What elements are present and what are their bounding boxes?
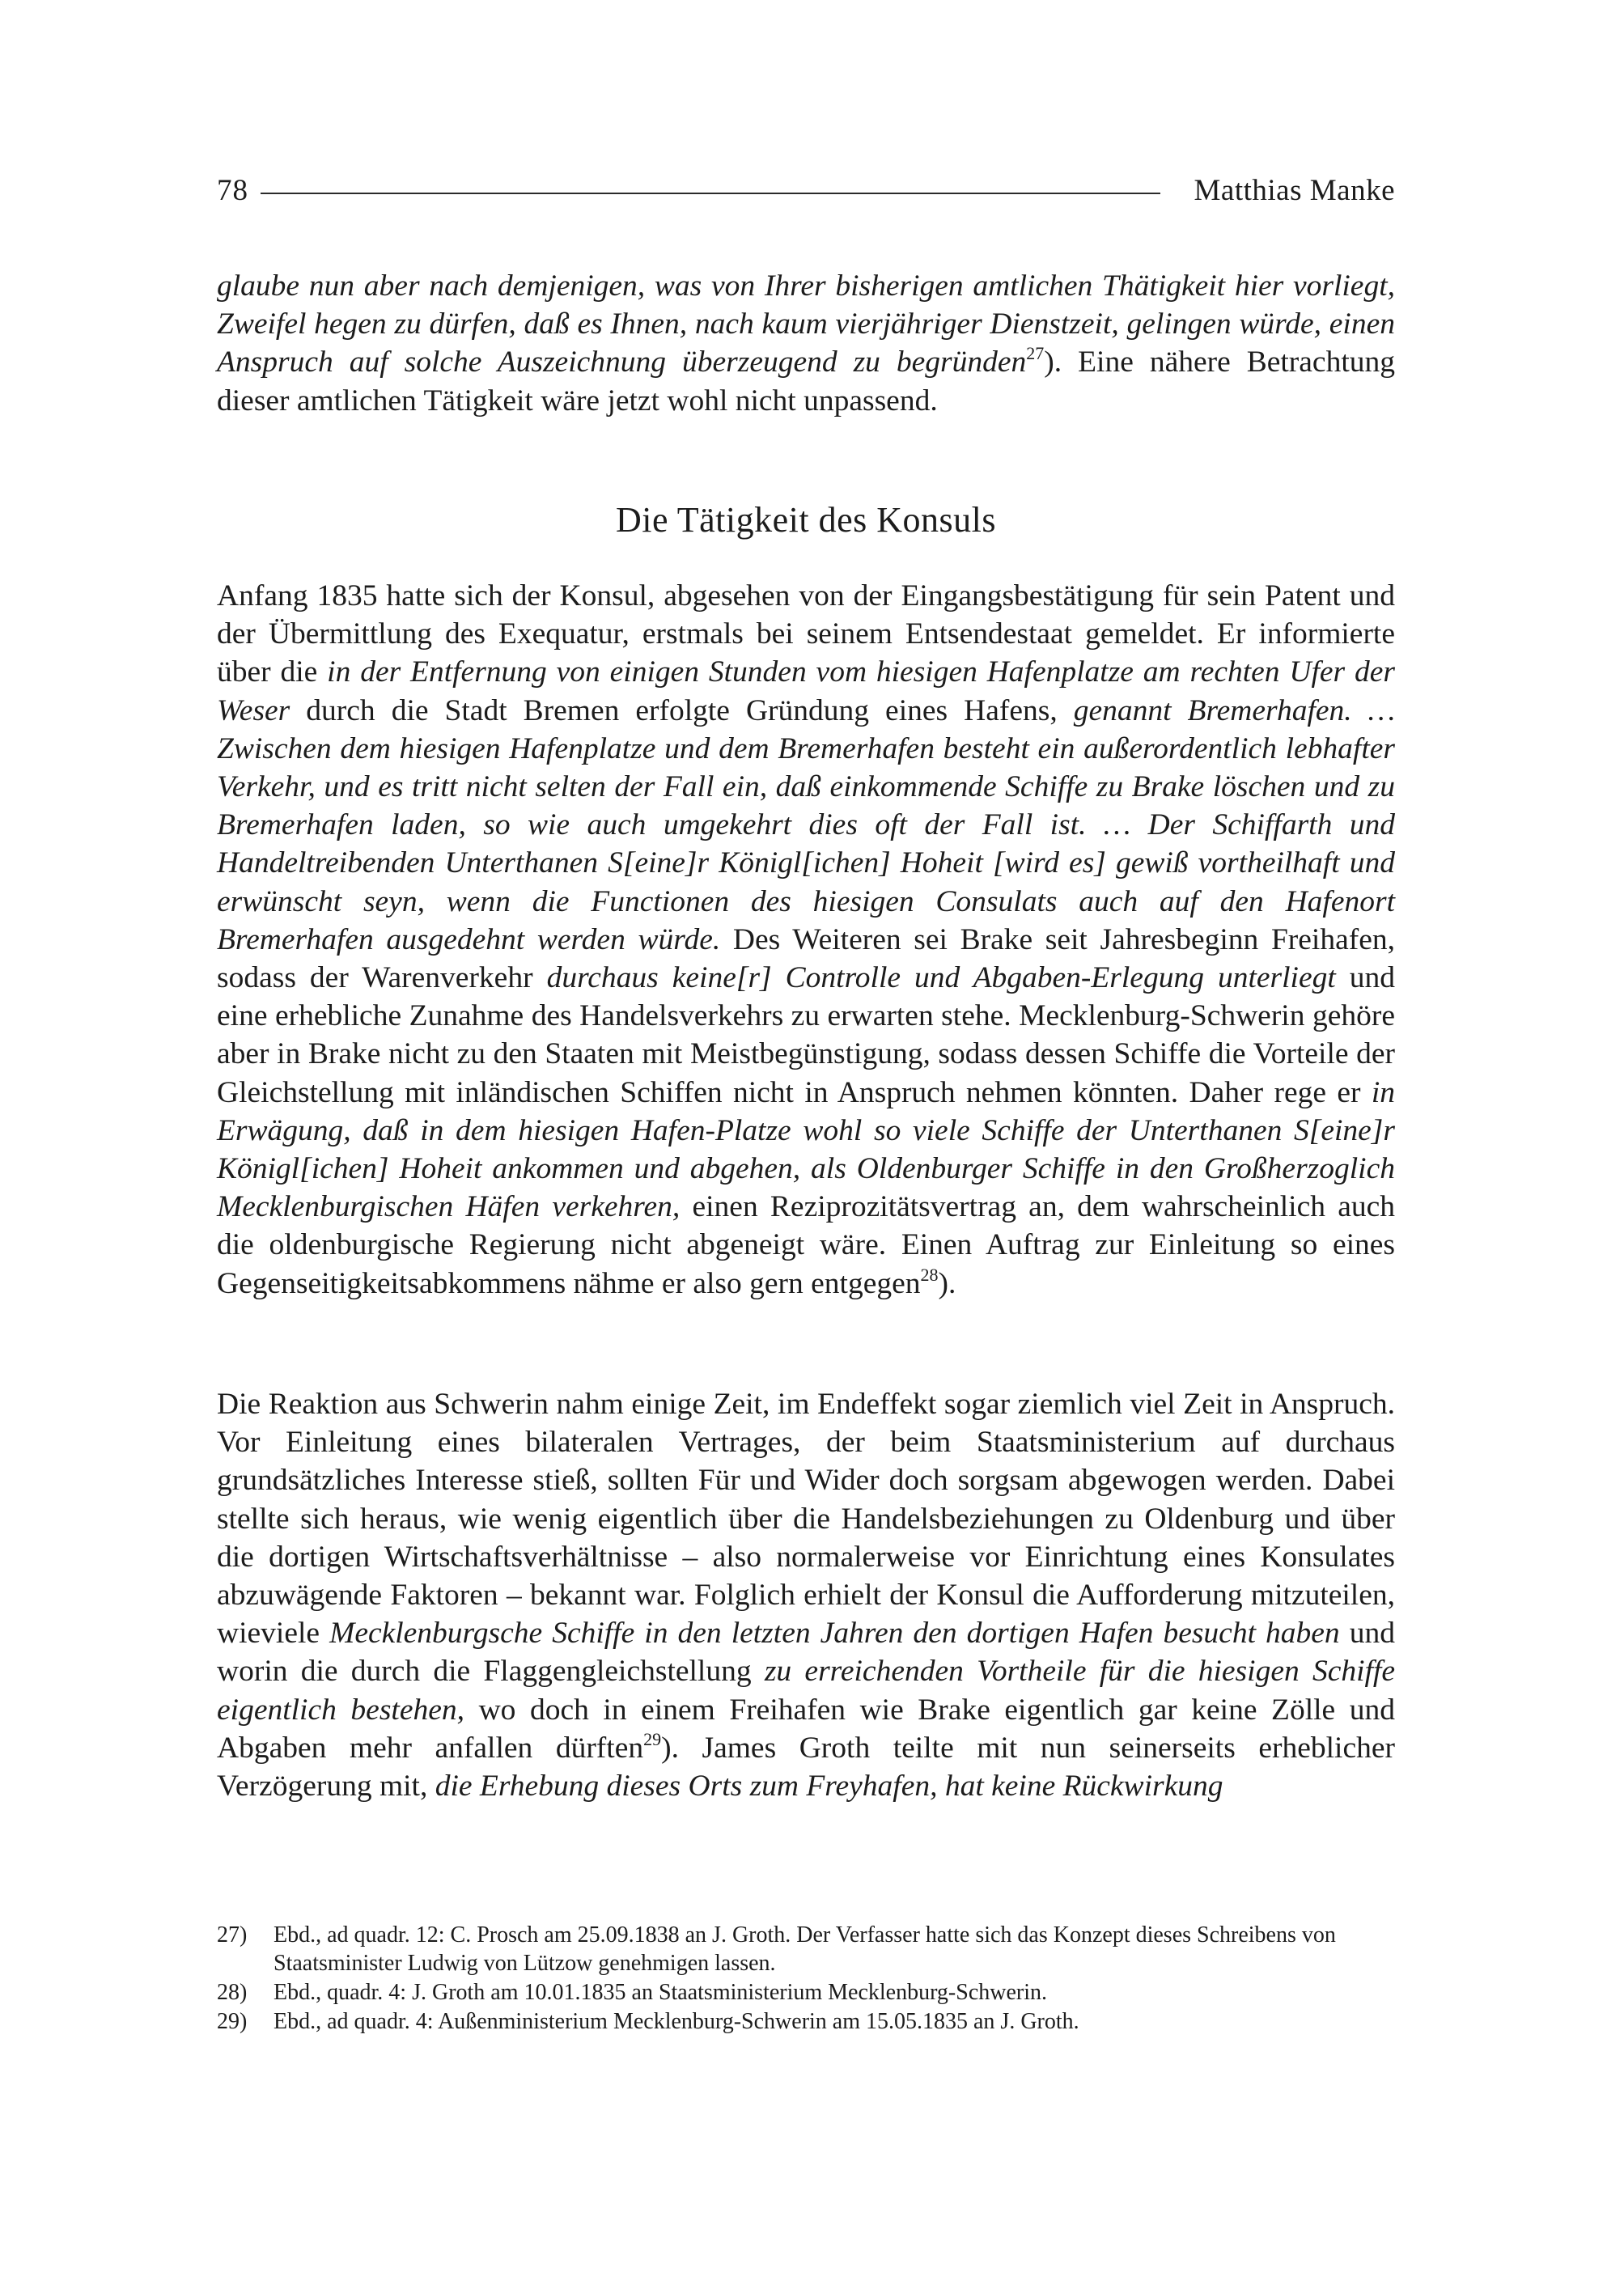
page-header [217,168,1395,214]
quotation: zu erreichenden Vortheile für die hiesigen Schiffe eigentlich bestehen, [217,1655,1395,1727]
footnote-text: Ebd., ad quadr. 4: Außenministerium Mecklenburg-Schwerin am 15.05.1835 an J. Groth. [273,2009,1079,2034]
text-run: wo doch in einem Freihafen wie Brake eigentlich gar keine Zölle und Abgaben mehr anfallen dürften [217,1693,1395,1765]
footnote-ref-29: 29 [643,1728,662,1749]
paragraph-intro [217,267,1395,420]
footnote-27 [217,1921,1395,1977]
footnote-28 [217,1978,1395,2007]
running-head-author: Matthias Manke [1194,174,1395,207]
section-heading: Die Tätigkeit des Konsuls [616,500,996,540]
text-run: ). [938,1266,956,1300]
text-run: durch die Stadt Bremen erfolgte Gründung eines Hafens, [290,693,1074,727]
footnote-29 [217,2007,1395,2036]
footnote-ref-27: 27 [1026,343,1045,364]
footnote-ref-28: 28 [920,1264,939,1285]
footnote-text: Ebd., ad quadr. 12: C. Prosch am 25.09.1838 an J. Groth. Der Verfasser hatte sich das Konzept dieses Schreibens von Staatsminister Ludwig von Lützow genehmigen lassen. [273,1922,1336,1976]
footnotes [217,1921,1395,2037]
header-rule [261,193,1160,194]
text-run: Anfang 1835 hatte sich der Konsul, abgesehen von der Eingangsbestätigung für sein Patent und der Übermittlung des Exequatur, erstmals bei seinem Entsendestaat gemeldet. Er informierte über die [217,579,1395,689]
paragraph-anfang-text [217,577,1395,1303]
quotation: durchaus keine[r] Controlle und Abgaben-Erlegung unterliegt [546,961,1336,995]
text-run: ). Eine nähere Betrachtung dieser amtlichen Tätigkeit wäre jetzt wohl nicht unpassend. [217,345,1395,417]
text-run: und eine erhebliche Zunahme des Handelsverkehrs zu erwarten stehe. Mecklenburg-Schwerin gehöre aber in Brake nicht zu den Staaten mit Meistbegünstigung, sodass dessen Schiffe die Vorteile der Gleichstellung mit inländischen Schiffen nicht in Anspruch nehmen könnten. Daher rege er [217,961,1396,1109]
paragraph-reaktion [217,1385,1395,1805]
quotation: in der Entfernung von einigen Stunden vom hiesigen Hafenplatze am rechten Ufer der Weser [217,655,1395,727]
text-run: Des Weiteren sei Brake seit Jahresbeginn Freihafen, sodass der Warenverkehr [217,922,1395,995]
footnote-text: Ebd., quadr. 4: J. Groth am 10.01.1835 an Staatsministerium Mecklenburg-Schwerin. [273,1980,1048,2005]
text-run: ). James Groth teilte mit nun seinerseits erheblicher Verzögerung mit, [217,1731,1395,1803]
quotation: glaube nun aber nach demjenigen, was von Ihrer bisherigen amtlichen Thätigkeit hier vorliegt, Zweifel hegen zu dürfen, daß es Ihnen, nach kaum vierjähriger Dienstzeit, gelingen würde, einen Anspruch auf solche Auszeichnung überzeugend zu begründen [217,269,1395,379]
paragraph-intro-text [217,267,1395,420]
footnote-number: 28) [217,1980,248,2005]
text-run: und worin die durch die Flaggengleichstellung [217,1617,1395,1689]
page-number: 78 [217,174,248,207]
paragraph-anfang [217,577,1395,1303]
quotation: Mecklenburgsche Schiffe in den letzten Jahren den dortigen Hafen besucht haben [329,1617,1340,1651]
quotation: genannt Bremerhafen. … Zwischen dem hiesigen Hafenplatze und dem Bremerhafen besteht ein außerordentlich lebhafter Verkehr, und es tritt nicht selten der Fall ein, daß einkommende Schiffe zu Brake löschen und zu Bremerhafen laden, so wie auch umgekehrt dies oft der Fall ist. … Der Schiffarth und Handeltreibenden Unterthanen S[eine]r Königl[ichen] Hoheit [wird es] gewiß vortheilhaft und erwünscht seyn, wenn die Functionen des hiesigen Consulats auch auf den Hafenort Bremerhafen ausgedehnt werden würde. [217,693,1395,956]
quotation: die Erhebung dieses Orts zum Freyhafen, hat keine Rückwirkung [435,1770,1223,1803]
paragraph-reaktion-text [217,1385,1395,1805]
footnote-number: 29) [217,2009,248,2034]
text-run: Die Reaktion aus Schwerin nahm einige Zeit, im Endeffekt sogar ziemlich viel Zeit in Anspruch. Vor Einleitung eines bilateralen Vertrages, der beim Staatsministerium auf durchaus grundsätzliches Interesse stieß, sollten Für und Wider doch sorgsam abgewogen werden. Dabei stellte sich heraus, wie wenig eigentlich über die Handelsbeziehungen zu Oldenburg und über die dortigen Wirtschaftsverhältnisse – also normalerweise vor Einrichtung eines Konsulates abzuwägende Faktoren – bekannt war. Folglich erhielt der Konsul die Aufforderung mitzuteilen, wieviele [217,1388,1395,1651]
quotation: in Erwägung, daß in dem hiesigen Hafen-Platze wohl so viele Schiffe der Unterthanen S[eine]r Königl[ichen] Hoheit ankommen und abgehen, als Oldenburger Schiffe in den Großherzoglich Mecklenburgischen Häfen verkehren, [217,1075,1395,1224]
footnote-number: 27) [217,1922,248,1948]
text-run: einen Reziprozitätsvertrag an, dem wahrscheinlich auch die oldenburgische Regierung nicht abgeneigt wäre. Einen Auftrag zur Einleitung so eines Gegenseitigkeitsabkommens nähme er also gern entgegen [217,1190,1395,1300]
